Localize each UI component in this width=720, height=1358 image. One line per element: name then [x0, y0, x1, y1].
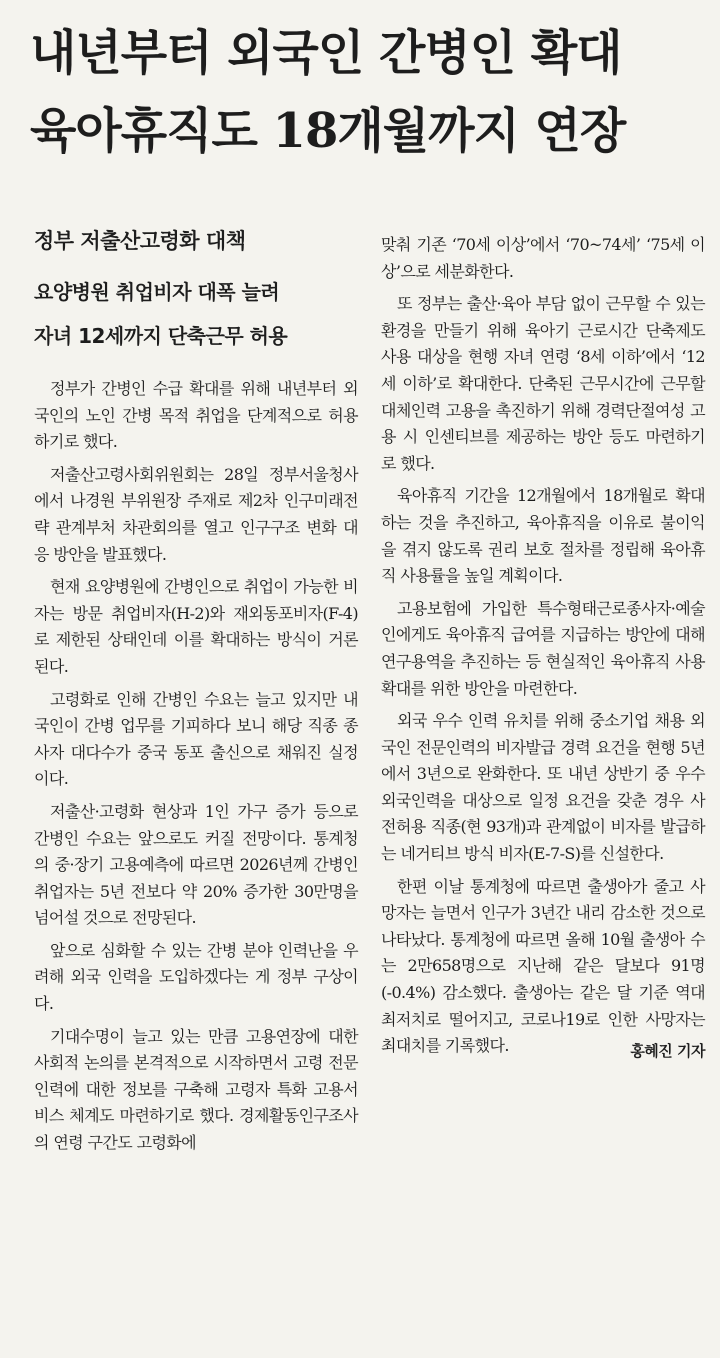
body-paragraph: 현재 요양병원에 간병인으로 취업이 가능한 비자는 방문 취업비자(H-2)와 재외동포비자(F-4)로 제한된 상태인데 이를 확대하는 방식이 거론된다. — [34, 577, 358, 676]
headline-line-1: 내년부터 외국인 간병인 확대 — [30, 25, 622, 81]
headline — [30, 14, 710, 170]
body-paragraph: 기대수명이 늘고 있는 만큼 고용연장에 대한 사회적 논의를 본격적으로 시작하면서 고령 전문 인력에 대한 정보를 구축해 고령자 특화 고용서비스 체계도 마련하기로 했다. 경제활동인구조사의 연령 구간도 고령화에 — [34, 1026, 358, 1153]
subhead-1: 요양병원 취업비자 대폭 늘려 — [34, 280, 280, 304]
body-paragraph: 앞으로 심화할 수 있는 간병 분야 인력난을 우려해 외국 인력을 도입하겠다는 게 정부 구상이다. — [34, 940, 358, 1014]
body-paragraph: 또 정부는 출산·육아 부담 없이 근무할 수 있는 환경을 만들기 위해 육아기 근로시간 단축제도 사용 대상을 현행 자녀 연령 ‘8세 이하’에서 ‘12세 이하’로 확대한다. 단축된 근무시간에 근무할 대체인력 고용을 촉진하기 위해 경력단절여성 고용 시 인센티브를 제공하는 방안 등도 마련하기로 했다. — [381, 294, 705, 473]
body-paragraph: 외국 우수 인력 유치를 위해 중소기업 채용 외국인 전문인력의 비자발급 경력 요건을 현행 5년에서 3년으로 완화한다. 또 내년 상반기 중 우수 외국인력을 대상으로 일정 요건을 갖춘 경우 사전허용 직종(현 93개)과 관계없이 비자를 발급하는 네거티브 방식 비자(E-7-S)를 신설한다. — [381, 711, 705, 864]
body-paragraph: 맞춰 기존 ‘70세 이상’에서 ‘70~74세’ ‘75세 이상’으로 세분화한다. — [381, 235, 705, 281]
byline: 홍혜진 기자 — [630, 1041, 705, 1060]
subheads — [34, 270, 358, 358]
body-paragraph: 고령화로 인해 간병인 수요는 늘고 있지만 내국인이 간병 업무를 기피하다 보니 해당 직종 종사자 대다수가 중국 동포 출신으로 채워진 실정이다. — [34, 689, 358, 789]
body-paragraph: 정부가 간병인 수급 확대를 위해 내년부터 외국인의 노인 간병 목적 취업을 단계적으로 허용하기로 했다. — [34, 379, 358, 452]
left-column — [34, 226, 358, 1163]
body-paragraph: 육아휴직 기간을 12개월에서 18개월로 확대하는 것을 추진하고, 육아휴직을 이유로 불이익을 겪지 않도록 권리 보호 절차를 정립해 육아휴직 사용률을 높일 계획이다. — [381, 486, 705, 586]
kicker: 정부 저출산고령화 대책 — [34, 229, 246, 253]
right-column — [381, 232, 705, 1061]
subhead-2: 자녀 12세까지 단축근무 허용 — [34, 324, 288, 348]
body-paragraph: 고용보험에 가입한 특수형태근로종사자·예술인에게도 육아휴직 급여를 지급하는 방안에 대해 연구용역을 추진하는 등 현실적인 육아휴직 사용 확대를 위한 방안을 마련한다. — [381, 598, 705, 698]
body-paragraph: 저출산·고령화 현상과 1인 가구 증가 등으로 간병인 수요는 앞으로도 커질 전망이다. 통계청의 중·장기 고용예측에 따르면 2026년께 간병인 취업자는 5년 전보다 약 20% 증가한 30만명을 넘어설 것으로 전망된다. — [34, 801, 358, 928]
body-paragraph: 저출산고령사회위원회는 28일 정부서울청사에서 나경원 부위원장 주재로 제2차 인구미래전략 관계부처 차관회의를 열고 인구구조 변화 대응 방안을 발표했다. — [34, 464, 358, 564]
body-paragraph: 한편 이날 통계청에 따르면 출생아가 줄고 사망자는 늘면서 인구가 3년간 내리 감소한 것으로 나타났다. 통계청에 따르면 올해 10월 출생아 수는 2만658명으로 지난해 같은 달보다 91명(-0.4%) 감소했다. 출생아는 같은 달 기준 역대 최저치로 떨어지고, 코로나19로 인한 사망자는 최대치를 기록했다. — [381, 876, 705, 1056]
headline-line-2: 육아휴직도 18개월까지 연장 — [30, 103, 626, 159]
